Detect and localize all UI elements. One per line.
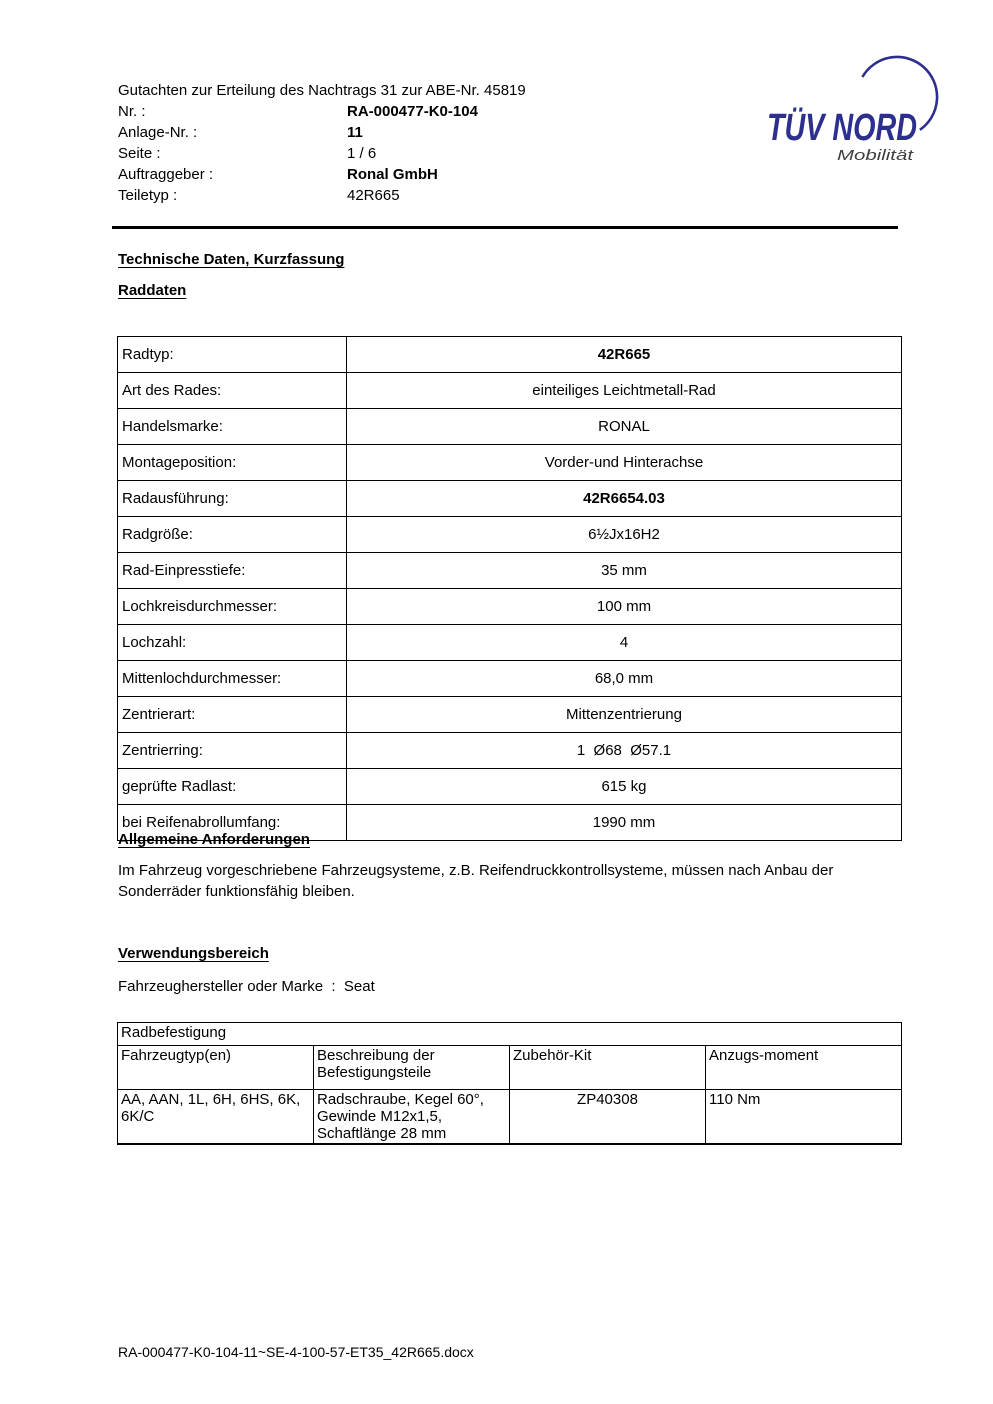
document-title-line: Gutachten zur Erteilung des Nachtrags 31 zur ABE-Nr. 45819: [118, 82, 526, 99]
field-row-seite: [118, 143, 738, 164]
column-header-anzugsmoment: Anzugs-moment: [706, 1046, 902, 1090]
table-row: [118, 373, 902, 409]
row-label-cell: Rad-Einpresstiefe:: [118, 553, 347, 589]
table-caption-row: [118, 1023, 902, 1046]
row-value-cell: 68,0 mm: [347, 661, 902, 697]
row-value-cell: 35 mm: [347, 553, 902, 589]
row-value-cell: 1 Ø68 Ø57.1: [347, 733, 902, 769]
field-label: Teiletyp :: [118, 187, 178, 204]
table-row: [118, 661, 902, 697]
row-value-cell: 42R665: [347, 337, 902, 373]
table-data-row: [118, 1090, 902, 1145]
row-label-cell: bei Reifenabrollumfang:: [118, 805, 347, 841]
table-row: [118, 553, 902, 589]
section-heading-allgemeine-anforderungen: Allgemeine Anforderungen: [118, 831, 310, 848]
column-header-fahrzeugtyp: Fahrzeugtyp(en): [118, 1046, 314, 1090]
field-value: 1 / 6: [347, 145, 377, 162]
field-row-teiletyp: [118, 185, 738, 206]
tuv-nord-logo-graphic: [750, 40, 993, 180]
column-header-zubehoer-kit: Zubehör-Kit: [510, 1046, 706, 1090]
table-row: [118, 625, 902, 661]
tuv-nord-logo: [750, 40, 993, 180]
row-label-cell: Zentrierart:: [118, 697, 347, 733]
footer-filename: RA-000477-K0-104-11~SE-4-100-57-ET35_42R665.docx: [118, 1344, 474, 1360]
row-label-cell: Art des Rades:: [118, 373, 347, 409]
table-header-row: [118, 1046, 902, 1090]
row-label-cell: Lochzahl:: [118, 625, 347, 661]
row-label-cell: Radgröße:: [118, 517, 347, 553]
data-cell-zubehoer-kit: ZP40308: [510, 1090, 706, 1145]
table-row: [118, 733, 902, 769]
table-row: [118, 589, 902, 625]
row-value-cell: 6½Jx16H2: [347, 517, 902, 553]
row-value-cell: 615 kg: [347, 769, 902, 805]
field-label: Seite :: [118, 145, 161, 162]
row-value-cell: Vorder-und Hinterachse: [347, 445, 902, 481]
radbefestigung-table: [117, 1022, 902, 1145]
field-value: 11: [347, 124, 363, 141]
row-label-cell: Zentrierring:: [118, 733, 347, 769]
section-heading-technische-daten: Technische Daten, Kurzfassung: [118, 251, 345, 268]
header-block: [118, 80, 738, 206]
table-row: [118, 481, 902, 517]
table-row: [118, 337, 902, 373]
divider-rule: [112, 226, 898, 229]
logo-division-label: Mobilität: [837, 148, 915, 164]
field-row-nr: [118, 101, 738, 122]
field-label: Nr. :: [118, 103, 146, 120]
row-value-cell: 100 mm: [347, 589, 902, 625]
field-value: RA-000477-K0-104: [347, 103, 478, 120]
field-row-auftraggeber: [118, 164, 738, 185]
field-label: Anlage-Nr. :: [118, 124, 198, 141]
row-label-cell: Radtyp:: [118, 337, 347, 373]
field-row-anlage: [118, 122, 738, 143]
row-label-cell: Handelsmarke:: [118, 409, 347, 445]
column-header-beschreibung: Beschreibung der Befestigungsteile: [314, 1046, 510, 1090]
row-label-cell: geprüfte Radlast:: [118, 769, 347, 805]
body-paragraph: Im Fahrzeug vorgeschriebene Fahrzeugsysteme, z.B. Reifendruckkontrollsysteme, müssen nach Anbau der Sonderräder funktionsfähig bleiben.: [118, 862, 834, 900]
row-value-cell: einteiliges Leichtmetall-Rad: [347, 373, 902, 409]
row-value-cell: RONAL: [347, 409, 902, 445]
row-label-cell: Mittenlochdurchmesser:: [118, 661, 347, 697]
data-cell-anzugsmoment: 110 Nm: [706, 1090, 902, 1145]
data-cell-beschreibung: Radschraube, Kegel 60°, Gewinde M12x1,5, Schaftlänge 28 mm: [314, 1090, 510, 1145]
manufacturer-line: Fahrzeughersteller oder Marke : Seat: [118, 978, 375, 995]
section-heading-verwendungsbereich: Verwendungsbereich: [118, 945, 269, 962]
table-row: [118, 769, 902, 805]
field-label: Auftraggeber :: [118, 166, 214, 183]
table-row: [118, 697, 902, 733]
field-value: Ronal GmbH: [347, 166, 438, 183]
field-value: 42R665: [347, 187, 400, 204]
data-cell-fahrzeugtyp: AA, AAN, 1L, 6H, 6HS, 6K, 6K/C: [118, 1090, 314, 1145]
row-value-cell: 1990 mm: [347, 805, 902, 841]
row-value-cell: 42R6654.03: [347, 481, 902, 517]
section-heading-raddaten: Raddaten: [118, 282, 187, 299]
row-label-cell: Lochkreisdurchmesser:: [118, 589, 347, 625]
row-label-cell: Radausführung:: [118, 481, 347, 517]
logo-wordmark: TÜV NORD: [767, 107, 966, 149]
row-value-cell: 4: [347, 625, 902, 661]
table-row: [118, 409, 902, 445]
table-row: [118, 517, 902, 553]
table-caption-cell: Radbefestigung: [118, 1023, 902, 1046]
table-row: [118, 445, 902, 481]
row-value-cell: Mittenzentrierung: [347, 697, 902, 733]
raddaten-table: [117, 336, 902, 841]
row-label-cell: Montageposition:: [118, 445, 347, 481]
